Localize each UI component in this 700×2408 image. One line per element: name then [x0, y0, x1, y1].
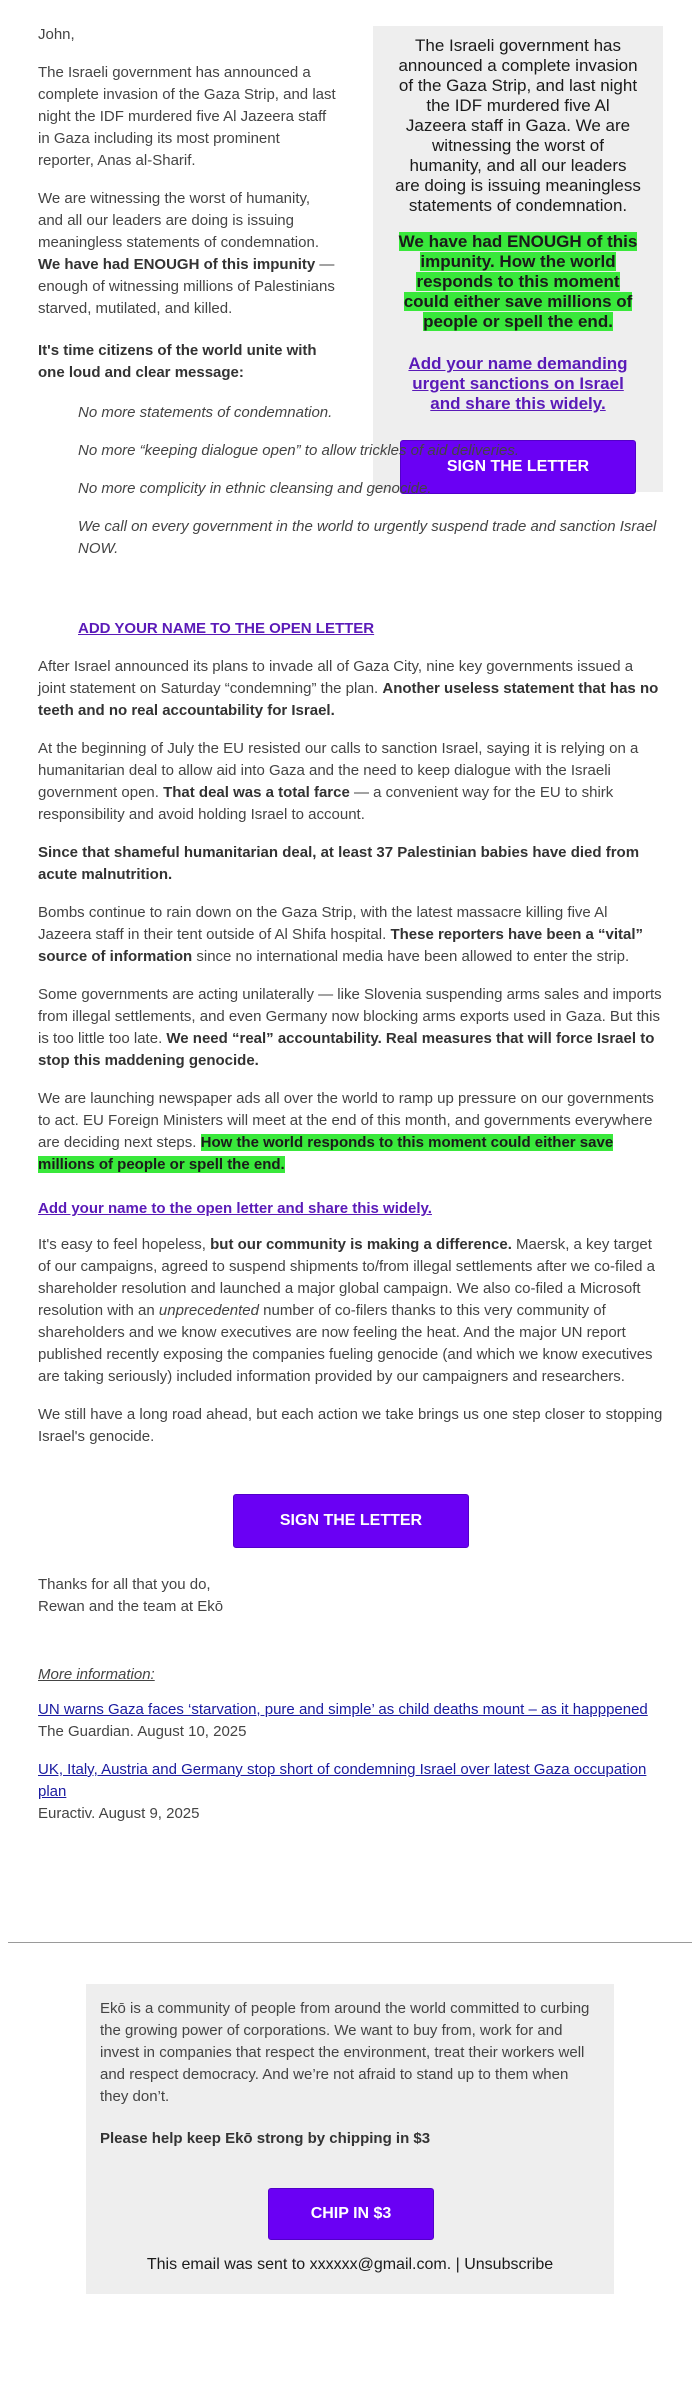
signoff [38, 1574, 438, 1618]
demand-item: No more “keeping dialogue open” to allow trickles of aid deliveries. [78, 442, 520, 459]
body-p2-tail: — a convenient way for the EU to shirk responsibility and avoid holding Israel to account. [38, 784, 614, 823]
body-paragraph-5 [38, 984, 664, 1072]
body-paragraph-4 [38, 902, 664, 968]
unsubscribe-link[interactable]: Unsubscribe [464, 2256, 554, 2273]
more-information [38, 1666, 664, 1841]
body-p6-highlight: How the world responds to this moment could either save millions of people or spell the end. [38, 1134, 614, 1173]
body-p7-bold: but our community is making a difference. [210, 1236, 512, 1253]
source-link-euractiv[interactable]: UK, Italy, Austria and Germany stop short of condemning Israel over latest Gaza occupation plan [38, 1761, 647, 1800]
donation-ask: Please help keep Ekō strong by chipping in $3 [100, 2130, 431, 2147]
greeting: John, [38, 26, 75, 43]
demand-item: We call on every government in the world to urgently suspend trade and sanction Israel NOW. [78, 518, 657, 557]
footer-divider [8, 1942, 692, 1943]
footer-box [86, 1984, 614, 2294]
demands-list [78, 402, 658, 576]
body-p7-text: It's easy to feel hopeless, [38, 1236, 211, 1253]
share-open-letter-link[interactable]: Add your name to the open letter and share this widely. [38, 1200, 432, 1217]
body-paragraph-2 [38, 738, 664, 826]
intro-section [38, 24, 338, 336]
body-p7-mid: Maersk, a key target of our campaigns, agreed to suspend shipments to/from illegal settlements after we co-filed a shareholder resolution and launched a major global campaign. We also co-filed a Microsoft resolution with an [38, 1236, 655, 1319]
demand-item: No more complicity in ethnic cleansing and genocide. [78, 480, 432, 497]
demand-item: No more statements of condemnation. [78, 404, 333, 421]
body-p7-tail: number of co-filers thanks to this very community of shareholders and we know executives are now feeling the heat. And the major UN report published recently exposing the companies fueling genocide (and which we know executives are taking seriously) included information provided by our campaigners and researchers. [38, 1302, 653, 1385]
footer-about-text: Ekō is a community of people from around the world committed to curbing the growing power of corporations. We want to buy from, work for and invest in companies that respect the environment, treat their workers well and respect democracy. And we’re not afraid to stand up to them when they don’t. [100, 2000, 590, 2105]
body-section [38, 656, 664, 1464]
callout-highlight [393, 232, 643, 332]
body-p6-text: We are launching newspaper ads all over the world to ramp up pressure on our governments to act. EU Foreign Ministers will meet at the end of this month, and governments everywhere are deciding next steps. [38, 1090, 654, 1151]
open-letter-link[interactable]: ADD YOUR NAME TO THE OPEN LETTER [78, 620, 375, 637]
source-citation: Euractiv. August 9, 2025 [38, 1805, 200, 1822]
body-p5-bold: We need “real” accountability. Real measures that will force Israel to stop this maddening genocide. [38, 1030, 655, 1069]
intro-p2-text: We are witnessing the worst of humanity, and all our leaders are doing is issuing meaningless statements of condemnation. [38, 190, 319, 251]
signoff-line-2: Rewan and the team at Ekō [38, 1598, 224, 1615]
sent-to-text: This email was sent to xxxxxx@gmail.com. [146, 2256, 452, 2273]
body-p4-tail: since no international media have been allowed to enter the strip. [192, 948, 630, 965]
source-link-guardian[interactable]: UN warns Gaza faces ‘starvation, pure and simple’ as child deaths mount – as it happpened [38, 1701, 648, 1718]
callout-sanctions-link[interactable]: Add your name demanding urgent sanctions on Israel and share this widely. [408, 354, 628, 413]
body-p1-text: After Israel announced its plans to invade all of Gaza City, nine key governments issued a joint statement on Saturday “condemning” the plan. [38, 658, 634, 697]
body-p4-bold: These reporters have been a “vital” source of information [38, 926, 644, 965]
sign-letter-button[interactable]: SIGN THE LETTER [400, 440, 636, 494]
callout-heading: The Israeli government has announced a complete invasion of the Gaza Strip, and last night the IDF murdered five Al Jazeera staff in Gaza. We are witnessing the worst of humanity, and all our leaders are doing is issuing meaningless statements of condemnation. [395, 36, 641, 215]
source-citation: The Guardian. August 10, 2025 [38, 1723, 247, 1740]
body-p5-text: Some governments are acting unilaterally — like Slovenia suspending arms sales and imports from illegal settlements, and even Germany now blocking arms exports used in Gaza. But this is too little too late. [38, 986, 662, 1047]
signoff-line-1: Thanks for all that you do, [38, 1576, 211, 1593]
sign-letter-button-2[interactable]: SIGN THE LETTER [233, 1494, 469, 1548]
chip-in-button[interactable]: CHIP IN $3 [268, 2188, 434, 2240]
body-paragraph-1 [38, 656, 664, 722]
body-p2-bold: That deal was a total farce [163, 784, 350, 801]
body-paragraph-7 [38, 1234, 664, 1388]
body-p2-text: At the beginning of July the EU resisted our calls to sanction Israel, saying it is relying on a humanitarian deal to allow aid into Gaza and the need to keep dialogue with the Israeli government open. [38, 740, 639, 801]
more-info-heading: More information: [38, 1666, 155, 1683]
callout-highlight-text: We have had ENOUGH of this impunity. How the world responds to this moment could either save millions of people or spell the end. [398, 232, 638, 331]
body-paragraph-8: We still have a long road ahead, but each action we take brings us one step closer to stopping Israel's genocide. [38, 1406, 663, 1445]
body-p1-bold: Another useless statement that has no teeth and no real accountability for Israel. [38, 680, 659, 719]
unite-message: It's time citizens of the world unite with one loud and clear message: [38, 342, 317, 381]
body-p4-text: Bombs continue to rain down on the Gaza Strip, with the latest massacre killing five Al Jazeera staff in their tent outside of Al Shifa hospital. [38, 904, 608, 943]
intro-paragraph-1: The Israeli government has announced a complete invasion of the Gaza Strip, and last night the IDF murdered five Al Jazeera staff in Gaza including its most prominent reporter, Anas al-Sharif. [38, 64, 336, 169]
share-link-row [38, 1200, 664, 1218]
intro-p2-bold: We have had ENOUGH of this impunity [38, 256, 316, 273]
body-paragraph-6 [38, 1088, 664, 1176]
separator: | [451, 2256, 465, 2273]
intro-paragraph-2 [38, 188, 338, 320]
body-paragraph-3: Since that shameful humanitarian deal, at least 37 Palestinian babies have died from acute malnutrition. [38, 844, 640, 883]
body-p7-italic: unprecedented [158, 1302, 259, 1319]
intro-p2-tail: — enough of witnessing millions of Palestinians starved, mutilated, and killed. [38, 256, 335, 317]
email-sent-notice [86, 2256, 614, 2274]
